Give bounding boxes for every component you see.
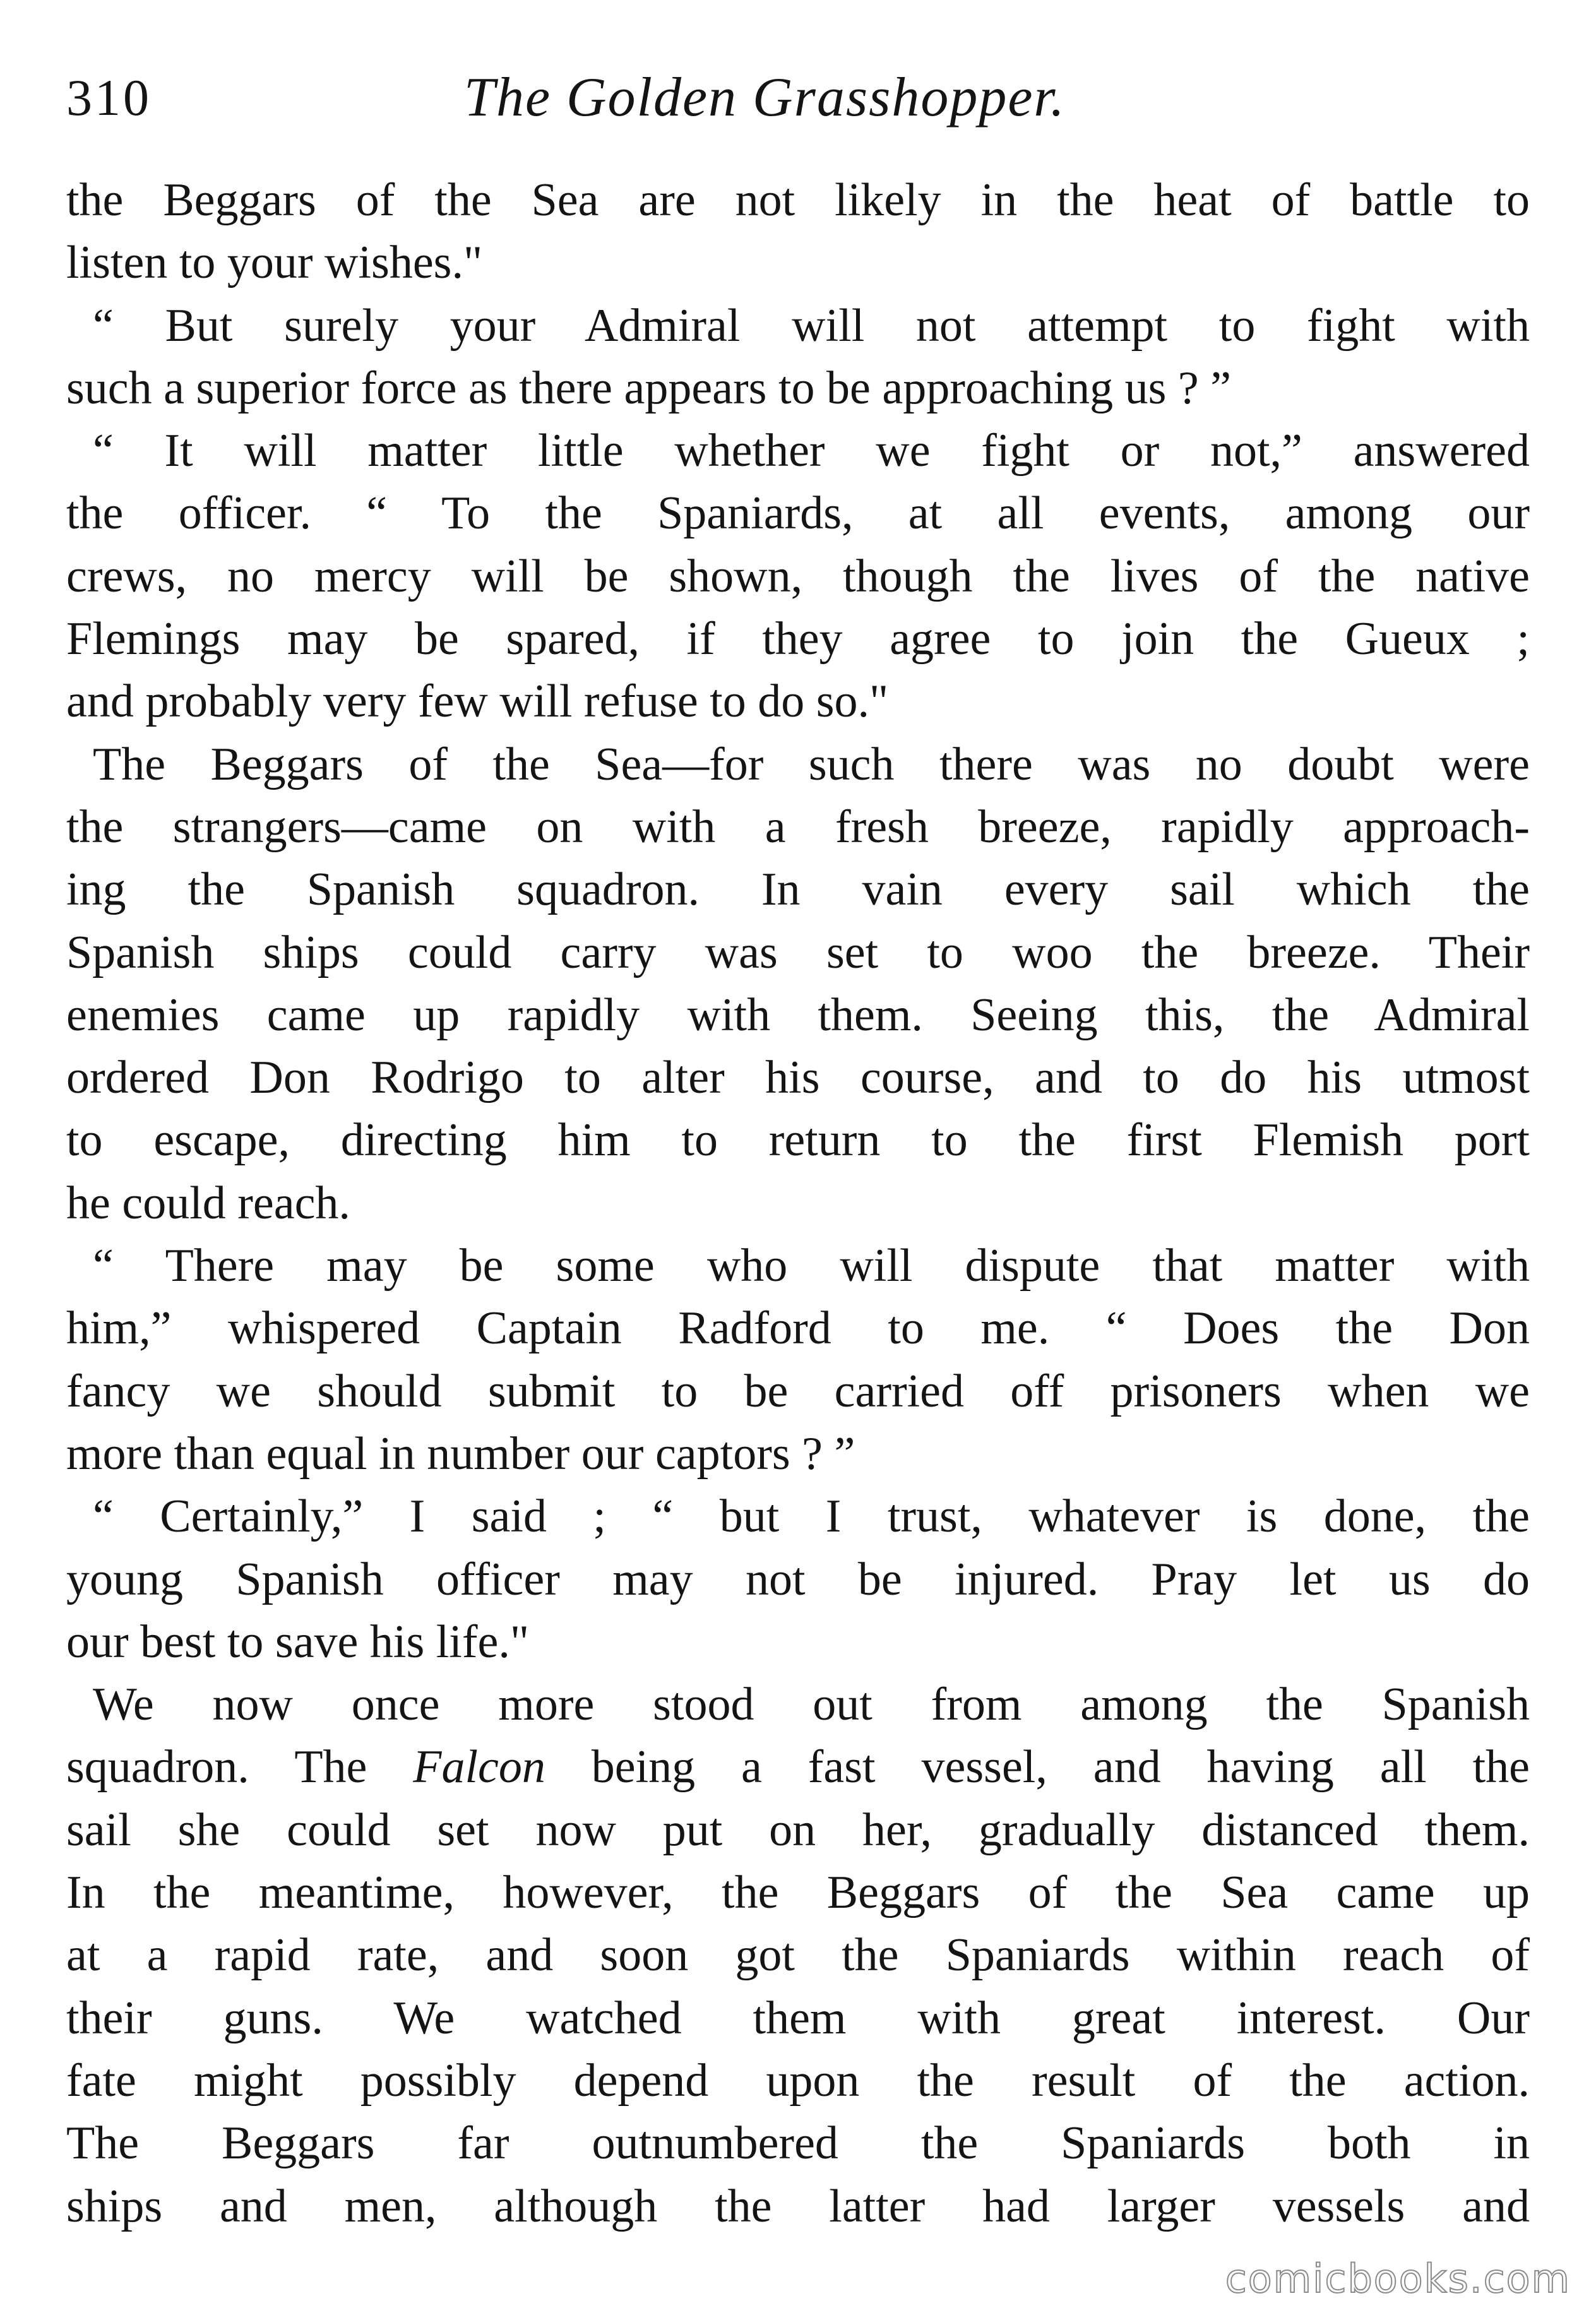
text-line: squadron. The Falcon being a fast vessel, and having all the	[66, 1741, 1530, 1793]
text-line: their guns. We watched them with great interest. Our	[66, 1992, 1530, 2044]
text-line: young Spanish officer may not be injured. Pray let us do	[66, 1553, 1530, 1605]
body-text	[66, 169, 1530, 2238]
text-line: he could reach.	[66, 1177, 350, 1229]
text-line: ing the Spanish squadron. In vain every sail which the	[66, 864, 1530, 916]
text-line: “ But surely your Admiral will not attempt to fight with	[93, 299, 1530, 352]
text-line: sail she could set now put on her, gradually distanced them.	[66, 1804, 1530, 1856]
text-line: We now once more stood out from among the Spanish	[93, 1679, 1530, 1731]
text-line: The Beggars of the Sea—for such there was no doubt were	[93, 738, 1530, 790]
page-number: 310	[66, 69, 152, 126]
text-line: crews, no mercy will be shown, though the lives of the native	[66, 550, 1530, 602]
text-line: enemies came up rapidly with them. Seeing this, the Admiral	[66, 989, 1530, 1041]
text-line: the strangers—came on with a fresh breeze, rapidly approach-	[66, 800, 1530, 853]
page-header	[66, 60, 1531, 136]
text-line: fancy we should submit to be carried off prisoners when we	[66, 1365, 1530, 1417]
text-line: In the meantime, however, the Beggars of the Sea came up	[66, 1867, 1530, 1919]
text-line: “ There may be some who will dispute that matter with	[93, 1240, 1530, 1292]
text-line: The Beggars far outnumbered the Spaniards both in	[66, 2117, 1530, 2170]
text-line: to escape, directing him to return to the first Flemish port	[66, 1114, 1530, 1167]
watermark-logo: comicbooks.com	[1225, 2256, 1571, 2302]
ship-name: Falcon	[413, 1741, 545, 1793]
text-line: at a rapid rate, and soon got the Spaniards within reach of	[66, 1929, 1530, 1982]
text-line: such a superior force as there appears to be approaching us ? ”	[66, 362, 1232, 414]
text-line: the Beggars of the Sea are not likely in the heat of battle to	[66, 174, 1530, 226]
text-line: “ It will matter little whether we fight or not,” answered	[93, 425, 1530, 477]
text-line: our best to save his life."	[66, 1615, 530, 1668]
text-line: Flemings may be spared, if they agree to join the Gueux ;	[66, 613, 1530, 665]
running-title: The Golden Grasshopper.	[464, 67, 1066, 128]
text-line: the officer. “ To the Spaniards, at all events, among our	[66, 487, 1530, 540]
text-line: Spanish ships could carry was set to woo the breeze. Their	[66, 926, 1530, 979]
text-line: him,” whispered Captain Radford to me. “ Does the Don	[66, 1302, 1530, 1355]
text-line: fate might possibly depend upon the result of the action.	[66, 2054, 1530, 2107]
text-line: more than equal in number our captors ? ”	[66, 1427, 855, 1480]
text-line: “ Certainly,” I said ; “ but I trust, whatever is done, the	[93, 1490, 1530, 1543]
text-line: and probably very few will refuse to do so."	[66, 675, 889, 728]
text-line: listen to your wishes."	[66, 237, 483, 289]
text-line: ships and men, although the latter had larger vessels and	[66, 2180, 1530, 2232]
text-line: ordered Don Rodrigo to alter his course, and to do his utmost	[66, 1052, 1530, 1104]
